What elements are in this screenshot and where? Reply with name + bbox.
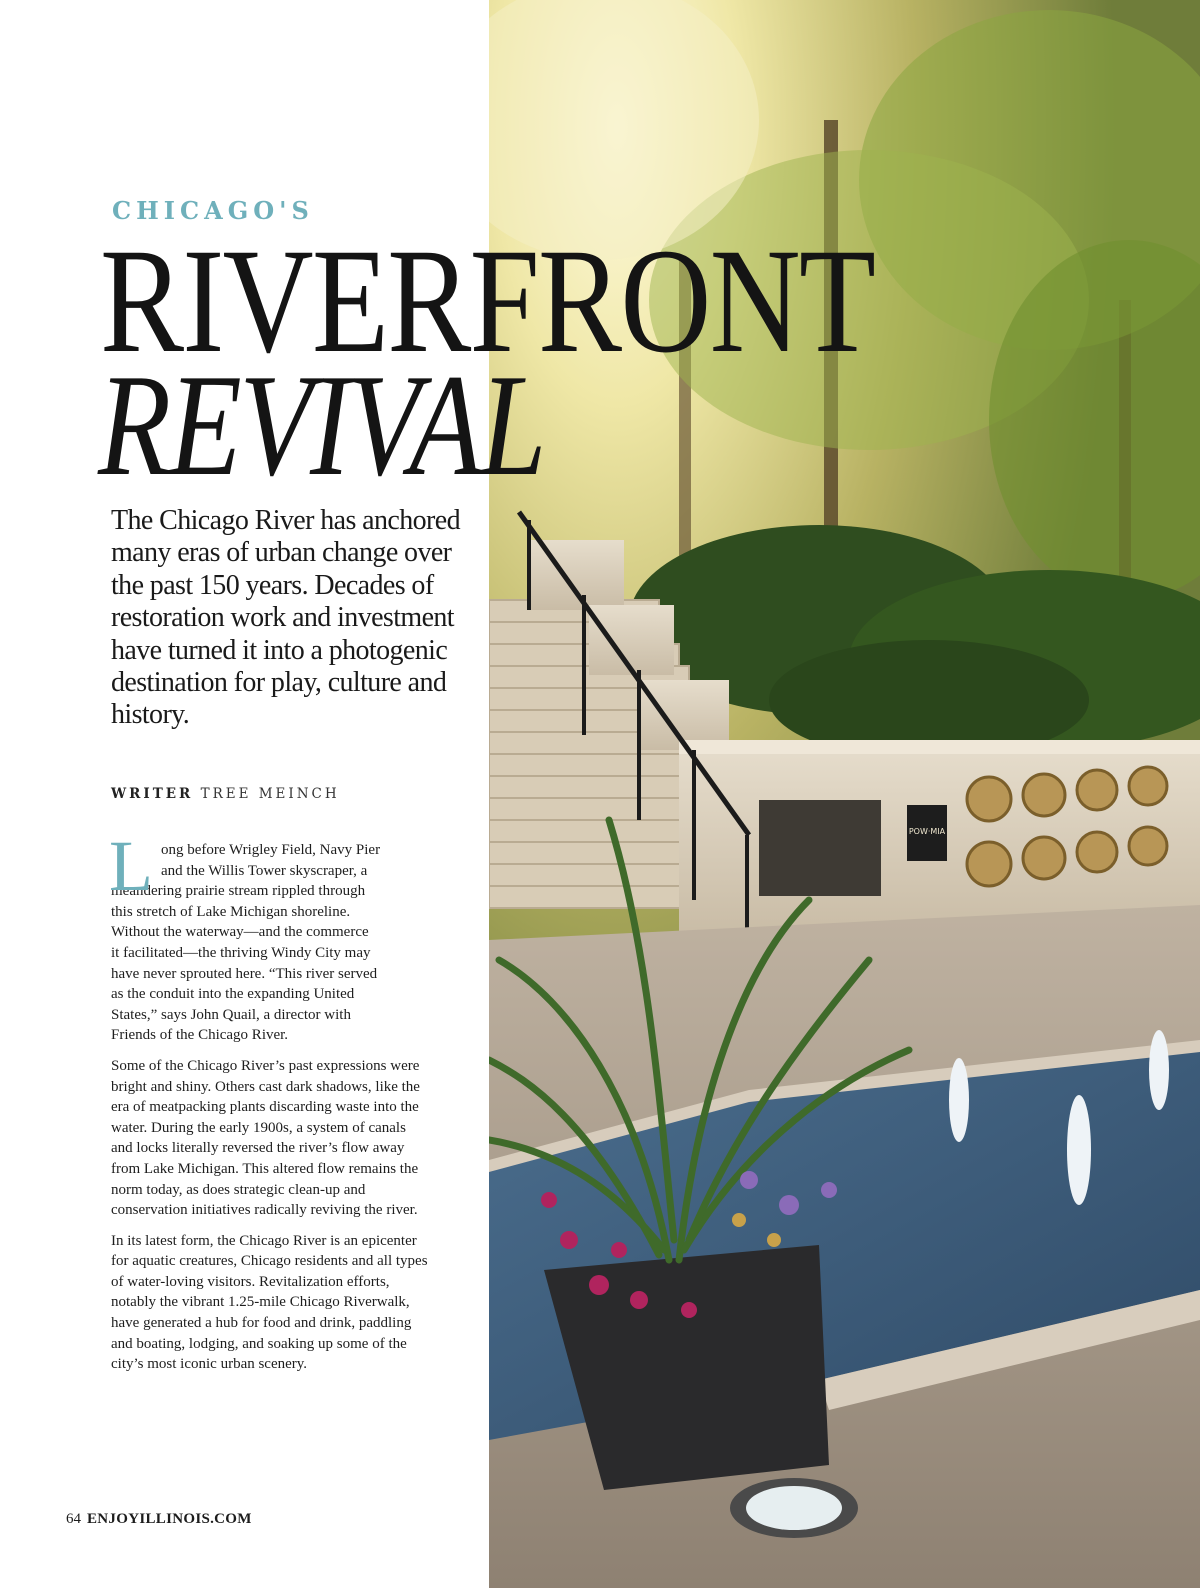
kicker: CHICAGO'S [112,196,314,225]
byline [111,786,340,802]
pow-mia-plaque: POW·MIA [908,827,946,836]
paragraph-line: and the Willis Tower skyscraper, a [161,862,368,879]
byline-name: TREE MEINCH [200,786,340,802]
article-body [109,826,431,1385]
paragraph-line: ong before Wrigley Field, Navy Pier [161,842,381,858]
paragraph-line: meandering prairie stream rippled through [111,883,366,900]
dek: The Chicago River has anchored many eras of urban change over the past 150 years. Decades of restoration work and investment have turned it into a photogenic destination for play, culture and history. [111,505,460,731]
paragraph-line: it facilitated—the thriving Windy City may [111,944,371,961]
drop-cap: L [109,826,153,906]
paragraph-line: Friends of the Chicago River. [111,1027,289,1044]
headline-line-2: REVIVAL [98,344,545,506]
site-url: ENJOYILLINOIS.COM [87,1511,252,1527]
page-number: 64 [66,1511,81,1527]
paragraph-line: as the conduit into the expanding United [111,986,355,1003]
paragraph-line: Without the waterway—and the commerce [111,924,369,941]
page-footer [66,1511,252,1528]
paragraph-line: have never sprouted here. “This river served [111,965,378,982]
byline-role: WRITER [111,786,194,802]
article-paragraph-2: Some of the Chicago River’s past expressions were bright and shiny. Others cast dark shadows, like the era of meatpacking plants discarding waste into the water. During the early 1900s, a system of canals and locks literally reversed the river’s flow away from Lake Michigan. This altered flow remains the norm today, as does strategic clean-up and conservation initiatives radically reviving the river. [111,1057,420,1219]
article-paragraph-3: In its latest form, the Chicago River is an epicenter for aquatic creatures, Chicago residents and all types of water-loving visitors. Revitalization efforts, notably the vibrant 1.25-mile Chicago Riverwalk, have generated a hub for food and drink, paddling and boating, lodging, and soaking up some of the city’s most iconic urban scenery. [111,1232,428,1373]
article-paragraph-1 [109,826,431,1046]
headline-line-1: RIVERFRONT [100,218,875,384]
paragraph-line: this stretch of Lake Michigan shoreline. [111,903,351,920]
paragraph-line: States,” says John Quail, a director with [111,1006,351,1023]
